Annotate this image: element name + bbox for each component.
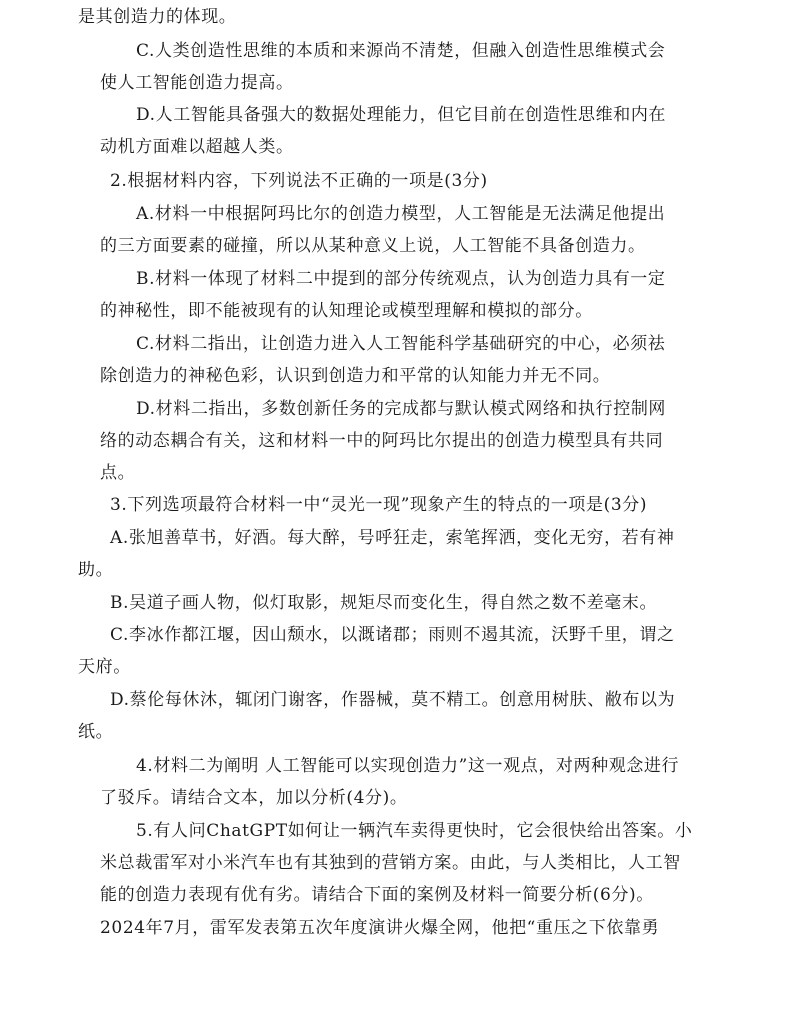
question-3-title: 3.下列选项最符合材料一中“灵光一现”现象产生的特点的一项是(3分)	[110, 495, 648, 515]
question-5-title: 5.有人问ChatGPT如何让一辆汽车卖得更快时，它会很快给出答案。小	[136, 821, 693, 841]
text-line: 除创造力的神秘色彩，认识到创造力和平常的认知能力并无不同。	[100, 366, 611, 386]
text-line: 了驳斥。请结合文本，加以分析(4分)。	[100, 788, 408, 808]
text-line: D.蔡伦每休沐，辄闭门谢客，作器械，莫不精工。创意用树肤、敝布以为	[110, 690, 676, 710]
text-line: 能的创造力表现有优有劣。请结合下面的案例及材料一简要分析(6分)。	[100, 885, 654, 905]
text-line: 纸。	[78, 722, 114, 742]
question-4-title: 4.材料二为阐明 人工智能可以实现创造力”这一观点，对两种观念进行	[136, 756, 680, 776]
text-line: 点。	[100, 463, 136, 483]
text-line: A.材料一中根据阿玛比尔的创造力模型，人工智能是无法满足他提出	[136, 204, 666, 224]
text-line: 2024年7月，雷军发表第五次年度演讲火爆全网，他把“重压之下依靠勇	[100, 918, 660, 938]
text-line: 的神秘性，即不能被现有的认知理论或模型理解和模拟的部分。	[100, 301, 593, 321]
text-line: D.人工智能具备强大的数据处理能力，但它目前在创造性思维和内在	[136, 105, 667, 125]
text-line: D.材料二指出，多数创新任务的完成都与默认模式网络和执行控制网	[136, 399, 667, 419]
text-line: 米总裁雷军对小米汽车也有其独到的营销方案。由此，与人类相比，人工智	[100, 853, 681, 873]
text-line: B.材料一体现了材料二中提到的部分传统观点，认为创造力具有一定	[136, 269, 666, 289]
text-line: 助。	[78, 560, 114, 580]
text-line: C.李冰作都江堰，因山颓水，以溉诸郡；雨则不遏其流，沃野千里，谓之	[110, 625, 675, 645]
text-line: 是其创造力的体现。	[78, 7, 237, 27]
text-line: B.吴道子画人物，似灯取影，规矩尽而变化生，得自然之数不差毫末。	[110, 593, 658, 613]
question-2-title: 2.根据材料内容，下列说法不正确的一项是(3分)	[110, 171, 488, 191]
text-line: C.人类创造性思维的本质和来源尚不清楚，但融入创造性思维模式会	[136, 41, 666, 61]
text-line: 天府。	[78, 657, 131, 677]
text-line: A.张旭善草书，好酒。每大醉，号呼狂走，索笔挥洒，变化无穷，若有神	[110, 528, 675, 548]
text-line: 动机方面难以超越人类。	[100, 137, 294, 157]
text-line: C.材料二指出，让创造力进入人工智能科学基础研究的中心，必须祛	[136, 334, 666, 354]
text-line: 络的动态耦合有关，这和材料一中的阿玛比尔提出的创造力模型具有共同	[100, 431, 664, 451]
text-line: 的三方面要素的碰撞，所以从某种意义上说，人工智能不具备创造力。	[100, 236, 646, 256]
text-line: 使人工智能创造力提高。	[100, 73, 294, 93]
